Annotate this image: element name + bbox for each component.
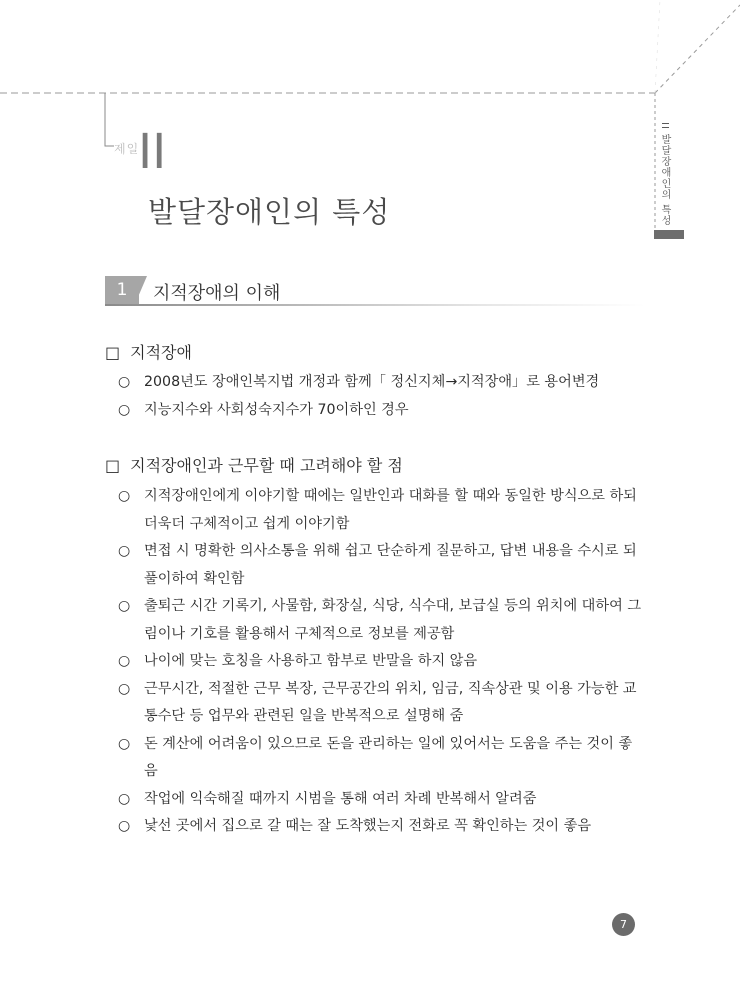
section-heading: [105, 276, 645, 304]
section-number: 1: [105, 276, 139, 304]
square-bullet-icon: □: [105, 456, 121, 475]
circle-bullet-icon: ○: [118, 598, 131, 614]
chapter-number: II: [138, 124, 167, 180]
circle-bullet-icon: ○: [118, 735, 131, 752]
page-number-badge: 7: [612, 913, 635, 936]
subsection-title: 지적장애: [130, 343, 192, 362]
circle-bullet-icon: ○: [118, 680, 131, 697]
list-item: ○ 작업에 익숙해질 때까지 시범을 통해 여러 차례 반복해서 알려줌: [118, 786, 643, 814]
circle-bullet-icon: ○: [118, 374, 131, 390]
chapter-tag: 제일: [114, 142, 140, 156]
subsection-heading-1: [105, 340, 192, 363]
list-item: ○ 2008년도 장애인복지법 개정과 함께「 정신지체→지적장애」로 용어변경: [118, 369, 643, 397]
chapter-title: 발달장애인의 특성: [148, 195, 391, 229]
square-bullet-icon: □: [105, 343, 121, 362]
side-tab-label: II 발달장애인의 특성: [659, 122, 670, 227]
section-title: 지적장애의 이해: [153, 283, 281, 304]
list-item: ○ 나이에 맞는 호칭을 사용하고 함부로 반말을 하지 않음: [118, 648, 643, 676]
section-underline: [105, 304, 645, 306]
list-item: ○ 근무시간, 적절한 근무 복장, 근무공간의 위치, 임금, 직속상관 및 이용 가능한 교통수단 등 업무와 관련된 일을 반복적으로 설명해 줌: [118, 676, 643, 731]
side-tab-bar: [654, 230, 684, 239]
circle-bullet-icon: ○: [118, 653, 131, 669]
circle-bullet-icon: ○: [118, 818, 131, 834]
circle-bullet-icon: ○: [118, 543, 131, 559]
section-number-slant: [135, 276, 147, 304]
list-item: ○ 낯선 곳에서 집으로 갈 때는 잘 도착했는지 전화로 꼭 확인하는 것이 좋음: [118, 813, 643, 841]
list-item: ○ 출퇴근 시간 기록기, 사물함, 화장실, 식당, 식수대, 보급실 등의 위치에 대하여 그림이나 기호를 활용해서 구체적으로 정보를 제공함: [118, 593, 643, 648]
bullet-list-2: [118, 483, 643, 841]
subsection-title: 지적장애인과 근무할 때 고려해야 할 점: [130, 456, 403, 475]
list-item: ○ 지적장애인에게 이야기할 때에는 일반인과 대화를 할 때와 동일한 방식으로 하되 더욱더 구체적이고 쉽게 이야기함: [118, 483, 643, 538]
bullet-list-1: [118, 369, 643, 424]
circle-bullet-icon: ○: [118, 790, 131, 807]
list-item: ○ 면접 시 명확한 의사소통을 위해 쉽고 단순하게 질문하고, 답변 내용을 수시로 되풀이하여 확인함: [118, 538, 643, 593]
circle-bullet-icon: ○: [118, 401, 131, 418]
list-item: ○ 돈 계산에 어려움이 있으므로 돈을 관리하는 일에 있어서는 도움을 주는 것이 좋음: [118, 731, 643, 786]
list-item: ○ 지능지수와 사회성숙지수가 70이하인 경우: [118, 397, 643, 425]
circle-bullet-icon: ○: [118, 488, 131, 504]
subsection-heading-2: [105, 453, 403, 476]
